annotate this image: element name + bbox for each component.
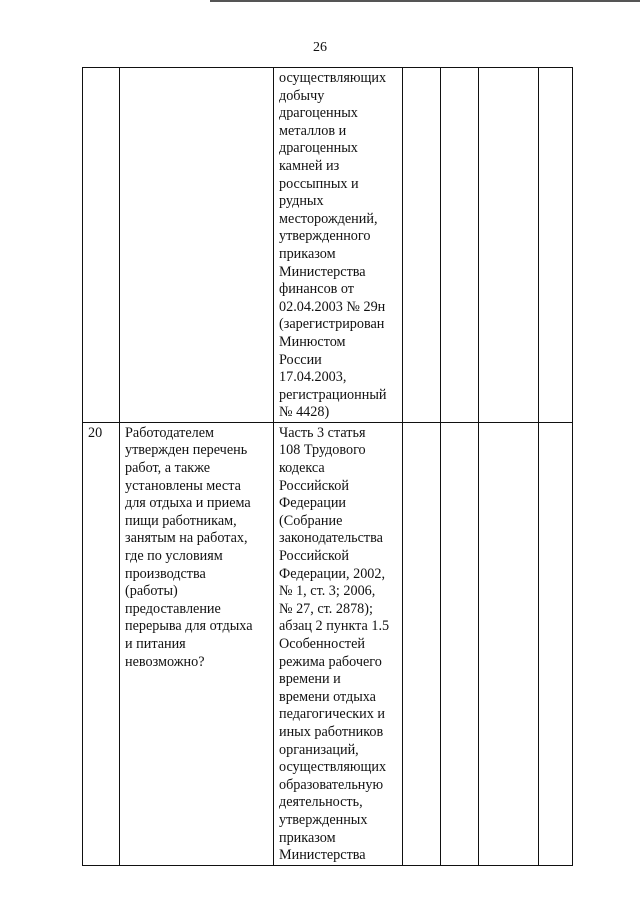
text-line: утвержденного bbox=[279, 228, 371, 245]
checklist-table bbox=[82, 67, 573, 866]
text-line: производства bbox=[125, 565, 206, 582]
text-line: где по условиям bbox=[125, 548, 223, 565]
text-line: регистрационный bbox=[279, 386, 387, 403]
text-line: организаций, bbox=[279, 741, 359, 758]
text-line: кодекса bbox=[279, 460, 325, 477]
answer-no-cell bbox=[441, 422, 479, 865]
text-line: образовательную bbox=[279, 776, 384, 793]
text-line: режима рабочего bbox=[279, 653, 382, 670]
answer-yes-cell bbox=[403, 422, 441, 865]
reference-cell bbox=[274, 422, 403, 865]
text-line: занятым на работах, bbox=[125, 530, 248, 547]
text-line: Часть 3 статья bbox=[279, 424, 366, 441]
text-line: Минюстом bbox=[279, 333, 346, 350]
text-line: Особенностей bbox=[279, 636, 365, 652]
text-line: утвержден перечень bbox=[125, 442, 248, 459]
text-line: Федерации bbox=[279, 495, 347, 512]
table-row bbox=[83, 422, 573, 865]
text-line: России bbox=[279, 351, 322, 368]
notes-cell bbox=[539, 422, 573, 865]
text-line: 02.04.2003 № 29н bbox=[279, 298, 386, 315]
text-line: Министерства bbox=[279, 847, 366, 864]
text-line: Российской bbox=[279, 548, 349, 565]
text-line: камней из bbox=[279, 157, 340, 174]
text-line: россыпных и bbox=[279, 175, 359, 192]
not-applicable-cell bbox=[479, 422, 539, 865]
text-line: (зарегистрирован bbox=[279, 316, 385, 333]
text-line: невозможно? bbox=[125, 653, 205, 670]
text-line: Министерства bbox=[279, 263, 366, 280]
text-line: установлены места bbox=[125, 477, 241, 494]
text-line: и питания bbox=[125, 636, 186, 652]
text-line: осуществляющих bbox=[279, 759, 387, 776]
text-line: 108 Трудового bbox=[279, 442, 366, 459]
not-applicable-cell bbox=[479, 68, 539, 423]
text-line: осуществляющих bbox=[279, 70, 387, 86]
text-line: металлов и bbox=[279, 122, 347, 139]
text-line: предоставление bbox=[125, 600, 221, 617]
text-line: времени отдыха bbox=[279, 688, 376, 705]
text-line: пищи работникам, bbox=[125, 512, 237, 529]
text-line: добычу bbox=[279, 87, 325, 104]
text-line: работ, а также bbox=[125, 460, 211, 477]
text-line: утвержденных bbox=[279, 811, 368, 828]
table-row bbox=[83, 68, 573, 423]
text-line: иных работников bbox=[279, 723, 384, 740]
text-line: № 1, ст. 3; 2006, bbox=[279, 583, 376, 600]
text-line: № 27, ст. 2878); bbox=[279, 600, 373, 617]
scan-edge-line bbox=[210, 0, 640, 2]
text-line: приказом bbox=[279, 829, 336, 846]
row-number-cell bbox=[83, 68, 120, 423]
text-line: законодательства bbox=[279, 530, 383, 547]
text-line: финансов от bbox=[279, 281, 355, 298]
text-line: Российской bbox=[279, 477, 349, 494]
text-line: деятельность, bbox=[279, 794, 363, 811]
text-line: драгоценных bbox=[279, 105, 358, 122]
text-line: рудных bbox=[279, 193, 324, 210]
answer-yes-cell bbox=[403, 68, 441, 423]
answer-no-cell bbox=[441, 68, 479, 423]
text-line: для отдыха и приема bbox=[125, 495, 251, 512]
text-line: Федерации, 2002, bbox=[279, 565, 386, 582]
reference-cell bbox=[274, 68, 403, 423]
text-line: 17.04.2003, bbox=[279, 369, 347, 386]
text-line: месторождений, bbox=[279, 210, 378, 227]
page-number: 26 bbox=[313, 40, 327, 55]
text-line: (работы) bbox=[125, 583, 178, 600]
text-line: педагогических и bbox=[279, 706, 385, 723]
text-line: перерыва для отдыха bbox=[125, 618, 253, 635]
row-number-cell: 20 bbox=[83, 422, 120, 865]
question-cell bbox=[120, 68, 274, 423]
notes-cell bbox=[539, 68, 573, 423]
question-cell bbox=[120, 422, 274, 865]
text-line: № 4428) bbox=[279, 404, 330, 421]
text-line: драгоценных bbox=[279, 140, 358, 157]
text-line: приказом bbox=[279, 245, 336, 262]
text-line: (Собрание bbox=[279, 512, 343, 529]
text-line: абзац 2 пункта 1.5 bbox=[279, 618, 390, 635]
text-line: времени и bbox=[279, 671, 341, 688]
text-line: Работодателем bbox=[125, 424, 215, 441]
